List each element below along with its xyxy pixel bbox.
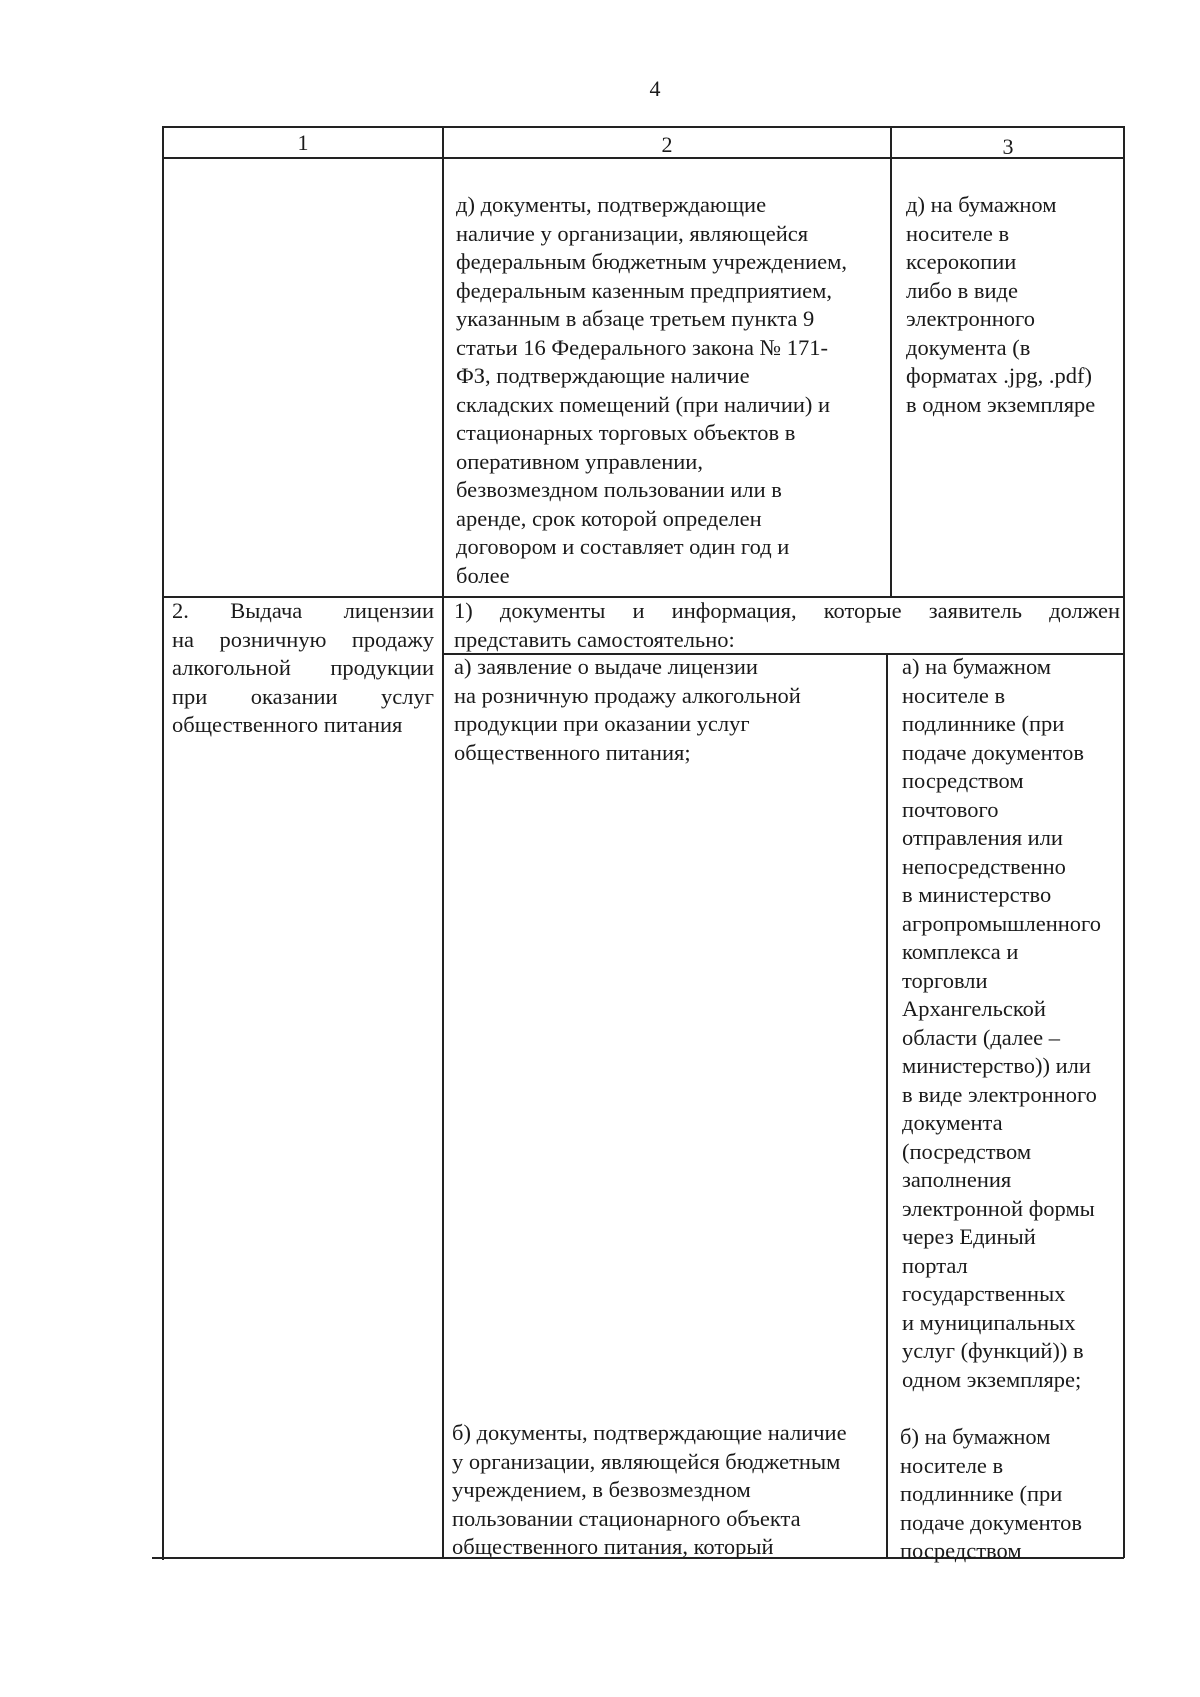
header-col-1: 1 (297, 130, 309, 155)
text-line: в министерство (902, 882, 1052, 907)
text-line: носителе в (900, 1452, 1004, 1478)
text-line: ФЗ, подтверждающие наличие (456, 363, 750, 388)
text-line: представить самостоятельно: (454, 626, 735, 652)
column-divider-1 (442, 126, 444, 1559)
text-line: одном экземпляре; (902, 1366, 1082, 1392)
text-line: электронного (906, 306, 1035, 331)
text-line: общественного питания (172, 712, 403, 737)
text-line: а) заявление о выдаче лицензии (454, 654, 758, 679)
text-line: носителе в (906, 220, 1010, 246)
text-line: либо в виде (906, 277, 1018, 303)
text-line: носителе в (902, 682, 1006, 708)
text-line: агропромышленного (902, 910, 1101, 936)
text-line: (посредством (902, 1138, 1032, 1164)
text-line: алкогольной продукции (172, 655, 434, 680)
text-line: 2. Выдача лицензии (172, 598, 434, 623)
text-line: и муниципальных (902, 1309, 1076, 1335)
text-line: документа (в (906, 334, 1031, 360)
text-line: подаче документов (900, 1509, 1083, 1535)
row1-col2-text (456, 191, 888, 590)
page-number: 4 (649, 76, 661, 101)
text-line: ксерокопии (906, 249, 1017, 274)
text-line: форматах .jpg, .pdf) (906, 363, 1092, 388)
text-line: б) на бумажном (900, 1424, 1051, 1449)
text-line: пользовании стационарного объекта (452, 1505, 801, 1531)
text-line: безвозмездном пользовании или в (456, 477, 782, 502)
text-line: подлиннике (при (900, 1481, 1063, 1506)
text-line: подаче документов (902, 739, 1085, 765)
row2-item-a-col3 (902, 653, 1122, 1394)
table-border-right (1123, 126, 1125, 1558)
row1-col3-text (906, 191, 1122, 419)
column-divider-2-lower (886, 653, 888, 1559)
text-line: Архангельской (902, 996, 1046, 1021)
row2-item-a-col2 (454, 653, 884, 767)
text-line: общественного питания; (454, 739, 691, 765)
text-line: у организации, являющейся бюджетным (452, 1448, 841, 1474)
text-line: д) на бумажном (906, 192, 1057, 217)
text-line: портал (902, 1252, 968, 1278)
text-line: торговли (902, 967, 988, 993)
text-line: в одном экземпляре (906, 391, 1096, 417)
text-line: электронной формы (902, 1195, 1095, 1221)
text-line: статьи 16 Федерального закона № 171- (456, 334, 828, 360)
text-line: учреждением, в безвозмездном (452, 1477, 751, 1502)
text-line: аренде, срок которой определен (456, 505, 762, 531)
text-line: через Единый (902, 1224, 1036, 1249)
text-line: федеральным бюджетным учреждением, (456, 249, 848, 274)
text-line: складских помещений (при наличии) и (456, 391, 831, 417)
text-line: а) на бумажном (902, 654, 1052, 679)
text-line: документа (902, 1110, 1003, 1135)
text-line: д) документы, подтверждающие (456, 192, 767, 217)
text-line: указанным в абзаце третьем пункта 9 (456, 306, 815, 331)
text-line: продукции при оказании услуг (454, 711, 750, 736)
text-line: заполнения (902, 1167, 1012, 1192)
text-line: договором и составляет один год и (456, 534, 790, 559)
text-line: федеральным казенным предприятием, (456, 277, 832, 303)
text-line: области (далее – (902, 1024, 1061, 1050)
text-line: почтового (902, 796, 999, 822)
text-line: на розничную продажу алкогольной (454, 682, 801, 708)
text-line: посредством (900, 1538, 1022, 1563)
text-line: посредством (902, 768, 1024, 793)
row2-item-b-col2 (452, 1419, 884, 1562)
text-line: общественного питания, который (452, 1534, 774, 1559)
text-line: б) документы, подтверждающие наличие (452, 1420, 847, 1445)
row2-merged-heading (454, 597, 1120, 654)
text-line: стационарных торговых объектов в (456, 420, 796, 445)
text-line: отправления или (902, 825, 1063, 850)
header-col-3: 3 (1002, 134, 1014, 159)
text-line: в виде электронного (902, 1081, 1097, 1107)
row2-service-name (172, 597, 434, 740)
text-line: услуг (функций)) в (902, 1338, 1084, 1363)
row2-item-b-col3 (900, 1423, 1122, 1566)
header-col-2: 2 (661, 132, 673, 157)
table-border-left (162, 126, 164, 1560)
text-line: комплекса и (902, 939, 1019, 964)
table-border-top (162, 126, 1124, 128)
text-line: при оказании услуг (172, 683, 434, 709)
text-line: на розничную продажу (172, 626, 434, 652)
column-divider-2-upper (890, 126, 892, 597)
text-line: министерство)) или (902, 1053, 1091, 1078)
text-line: более (456, 562, 510, 588)
text-line: государственных (902, 1281, 1066, 1306)
text-line: подлиннике (при (902, 711, 1065, 736)
text-line: оперативном управлении, (456, 448, 703, 474)
text-line: непосредственно (902, 853, 1066, 879)
text-line: наличие у организации, являющейся (456, 220, 809, 246)
text-line: 1) документы и информация, которые заявитель должен (454, 598, 1120, 623)
